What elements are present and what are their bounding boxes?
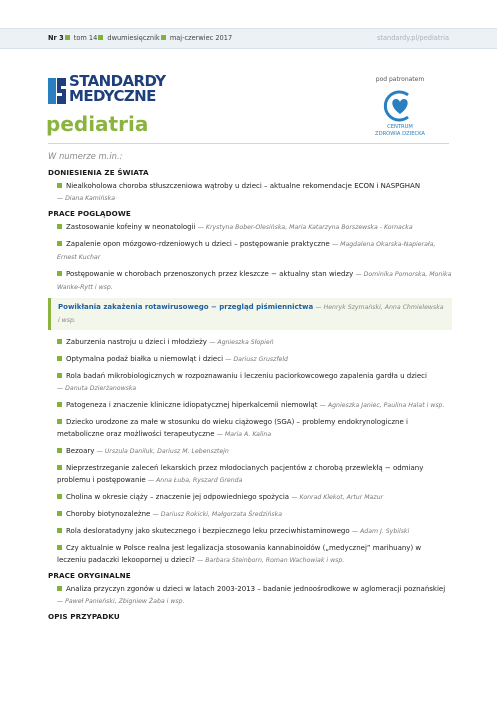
section-title: PRACE POGLĄDOWE bbox=[48, 209, 131, 218]
article-item[interactable] bbox=[48, 508, 452, 521]
article-item[interactable] bbox=[48, 180, 452, 205]
article-item[interactable] bbox=[48, 268, 452, 294]
patron-name-1: CENTRUM bbox=[387, 124, 413, 130]
article-title: Zastosowanie kofeiny w neonatologii bbox=[66, 223, 196, 231]
article-title: Bezoary bbox=[66, 447, 95, 455]
patron-name-2: ZDROWIA DZIECKA bbox=[375, 131, 425, 137]
patronage bbox=[350, 76, 450, 138]
article-title: Niealkoholowa choroba stłuszczeniowa wątroby u dzieci – aktualne rekomendacje ECON i NASPGHAN bbox=[66, 182, 421, 190]
featured-article[interactable] bbox=[48, 298, 452, 330]
article-item[interactable] bbox=[48, 542, 452, 567]
featured-authors: — Henryk Szymański, Anna Chmielewska i wsp. bbox=[58, 304, 444, 324]
table-of-contents bbox=[48, 151, 452, 624]
article-authors: — Diana Kamińska bbox=[57, 195, 116, 202]
bullet-square-icon bbox=[57, 271, 62, 276]
featured-title: Powikłania zakażenia rotawirusowego − przegląd piśmiennictwa bbox=[58, 303, 314, 311]
article-title: Zaburzenia nastroju u dzieci i młodzieży bbox=[66, 338, 207, 346]
divider bbox=[48, 143, 449, 144]
article-title: Dziecko urodzone za małe w stosunku do wieku ciążowego (SGA) – problemy endokrynologiczne i metaboliczne oraz możliwości terapeutyczne bbox=[57, 418, 408, 438]
patronage-label: pod patronatem bbox=[375, 76, 425, 83]
bullet-square-icon bbox=[57, 494, 62, 499]
article-item[interactable] bbox=[48, 221, 452, 234]
article-authors: — Paweł Panieński, Zbigniew Żaba i wsp. bbox=[57, 598, 185, 605]
article-title: Nieprzestrzeganie zaleceń lekarskich przez młodocianych pacjentów z chorobą przewlekłą − odmiany problemu i postępowanie bbox=[57, 464, 424, 484]
bullet-square-icon bbox=[57, 402, 62, 407]
bullet-square-icon bbox=[57, 511, 62, 516]
article-title: Choroby biotynozależne bbox=[66, 510, 151, 518]
bullet-square-icon bbox=[57, 419, 62, 424]
issue-number: Nr 3 bbox=[48, 34, 64, 42]
article-authors: — Dariusz Gruszfeld bbox=[225, 356, 288, 363]
article-title: Zapalenie opon mózgowo-rdzeniowych u dzieci – postępowanie praktyczne bbox=[66, 240, 330, 248]
article-item[interactable] bbox=[48, 462, 452, 487]
bullet-square-icon bbox=[65, 35, 70, 40]
article-authors: — Barbara Steinborn, Roman Wachowiak i wsp. bbox=[197, 557, 345, 564]
bullet-square-icon bbox=[57, 356, 62, 361]
bullet-square-icon bbox=[161, 35, 166, 40]
article-item[interactable] bbox=[48, 353, 452, 366]
bullet-square-icon bbox=[57, 224, 62, 229]
article-title: Czy aktualnie w Polsce realna jest legalizacja stosowania kannabinoidów („medycznej” marihuany) w leczeniu padaczki lekoopornej u dzieci? bbox=[57, 544, 422, 564]
article-title: Analiza przyczyn zgonów u dzieci w latach 2003-2013 – badanie jednoośrodkowe w aglomeracji poznańskiej bbox=[66, 585, 446, 593]
article-authors: — Agnieszka Janiec, Paulina Halat i wsp. bbox=[319, 402, 445, 409]
article-item[interactable] bbox=[48, 491, 452, 504]
issue-bar bbox=[0, 28, 497, 49]
article-item[interactable] bbox=[48, 399, 452, 412]
article-authors: — Konrad Klekot, Artur Mazur bbox=[291, 494, 384, 501]
issue-date: maj-czerwiec 2017 bbox=[169, 34, 233, 42]
article-item[interactable] bbox=[48, 416, 452, 441]
bullet-square-icon bbox=[57, 241, 62, 246]
article-authors: — Adam J. Sybilski bbox=[351, 528, 410, 535]
bullet-square-icon bbox=[57, 465, 62, 470]
article-item[interactable] bbox=[48, 583, 452, 608]
article-authors: — Maria A. Kalina bbox=[216, 431, 272, 438]
article-item[interactable] bbox=[48, 525, 452, 538]
article-authors: — Krystyna Bober-Olesińska, Maria Katarzyna Borszewska - Kornacka bbox=[197, 224, 413, 231]
bullet-square-icon bbox=[98, 35, 103, 40]
frequency: dwumiesięcznik bbox=[107, 34, 160, 42]
journal-title: pediatria bbox=[46, 112, 149, 136]
article-title: Rola desloratadyny jako skutecznego i bezpiecznego leku przeciwhistaminowego bbox=[66, 527, 350, 535]
journal-url[interactable]: standardy.pl/pediatria bbox=[376, 34, 449, 42]
article-authors: — Anna Łuba, Ryszard Grenda bbox=[147, 477, 243, 484]
issue-info bbox=[48, 34, 232, 42]
bullet-square-icon bbox=[57, 528, 62, 533]
article-authors: — Urszula Daniluk, Dariusz M. Lebensztejn bbox=[96, 448, 229, 455]
logo-text bbox=[69, 74, 165, 104]
bullet-square-icon bbox=[57, 339, 62, 344]
bullet-square-icon bbox=[57, 183, 62, 188]
article-item[interactable] bbox=[48, 370, 452, 395]
article-title: Patogeneza i znaczenie kliniczne idiopatycznej hiperkalcemii niemowląt bbox=[66, 401, 318, 409]
article-item[interactable] bbox=[48, 336, 452, 349]
article-authors: — Magdalena Okarska-Napierała, Ernest Kuchar bbox=[57, 241, 436, 261]
logo-s-icon bbox=[48, 76, 66, 105]
article-title: Rola badań mikrobiologicznych w rozpoznawaniu i leczeniu paciorkowcowego zapalenia gardła u dzieci bbox=[66, 372, 427, 380]
article-authors: — Agnieszka Słopień bbox=[209, 339, 274, 346]
bullet-square-icon bbox=[57, 373, 62, 378]
section-title: DONIESIENIA ZE ŚWIATA bbox=[48, 168, 149, 177]
bullet-square-icon bbox=[57, 586, 62, 591]
article-title: Postępowanie w chorobach przenoszonych przez kleszcze − aktualny stan wiedzy bbox=[66, 270, 354, 278]
heart-logo-icon bbox=[382, 90, 418, 122]
article-authors: — Danuta Dzierżanowska bbox=[57, 385, 137, 392]
bullet-square-icon bbox=[57, 545, 62, 550]
logo-line-1: STANDARDY bbox=[69, 72, 166, 90]
article-item[interactable] bbox=[48, 238, 452, 264]
logo-line-2: MEDYCZNE bbox=[69, 87, 156, 105]
volume: tom 14 bbox=[73, 34, 98, 42]
bullet-square-icon bbox=[57, 448, 62, 453]
article-authors: — Dariusz Rokicki, Małgorzata Średzińska bbox=[152, 511, 283, 518]
article-title: Cholina w okresie ciąży – znaczenie jej odpowiedniego spożycia bbox=[66, 493, 290, 501]
section-title: PRACE ORYGINALNE bbox=[48, 571, 131, 580]
article-authors: — Dominika Pomorska, Monika Wanke-Rytt i wsp. bbox=[57, 271, 452, 291]
article-title: Optymalna podaż białka u niemowląt i dzieci bbox=[66, 355, 224, 363]
intro-text: W numerze m.in.: bbox=[48, 151, 123, 161]
article-item[interactable] bbox=[48, 445, 452, 458]
section-title: OPIS PRZYPADKU bbox=[48, 612, 120, 621]
